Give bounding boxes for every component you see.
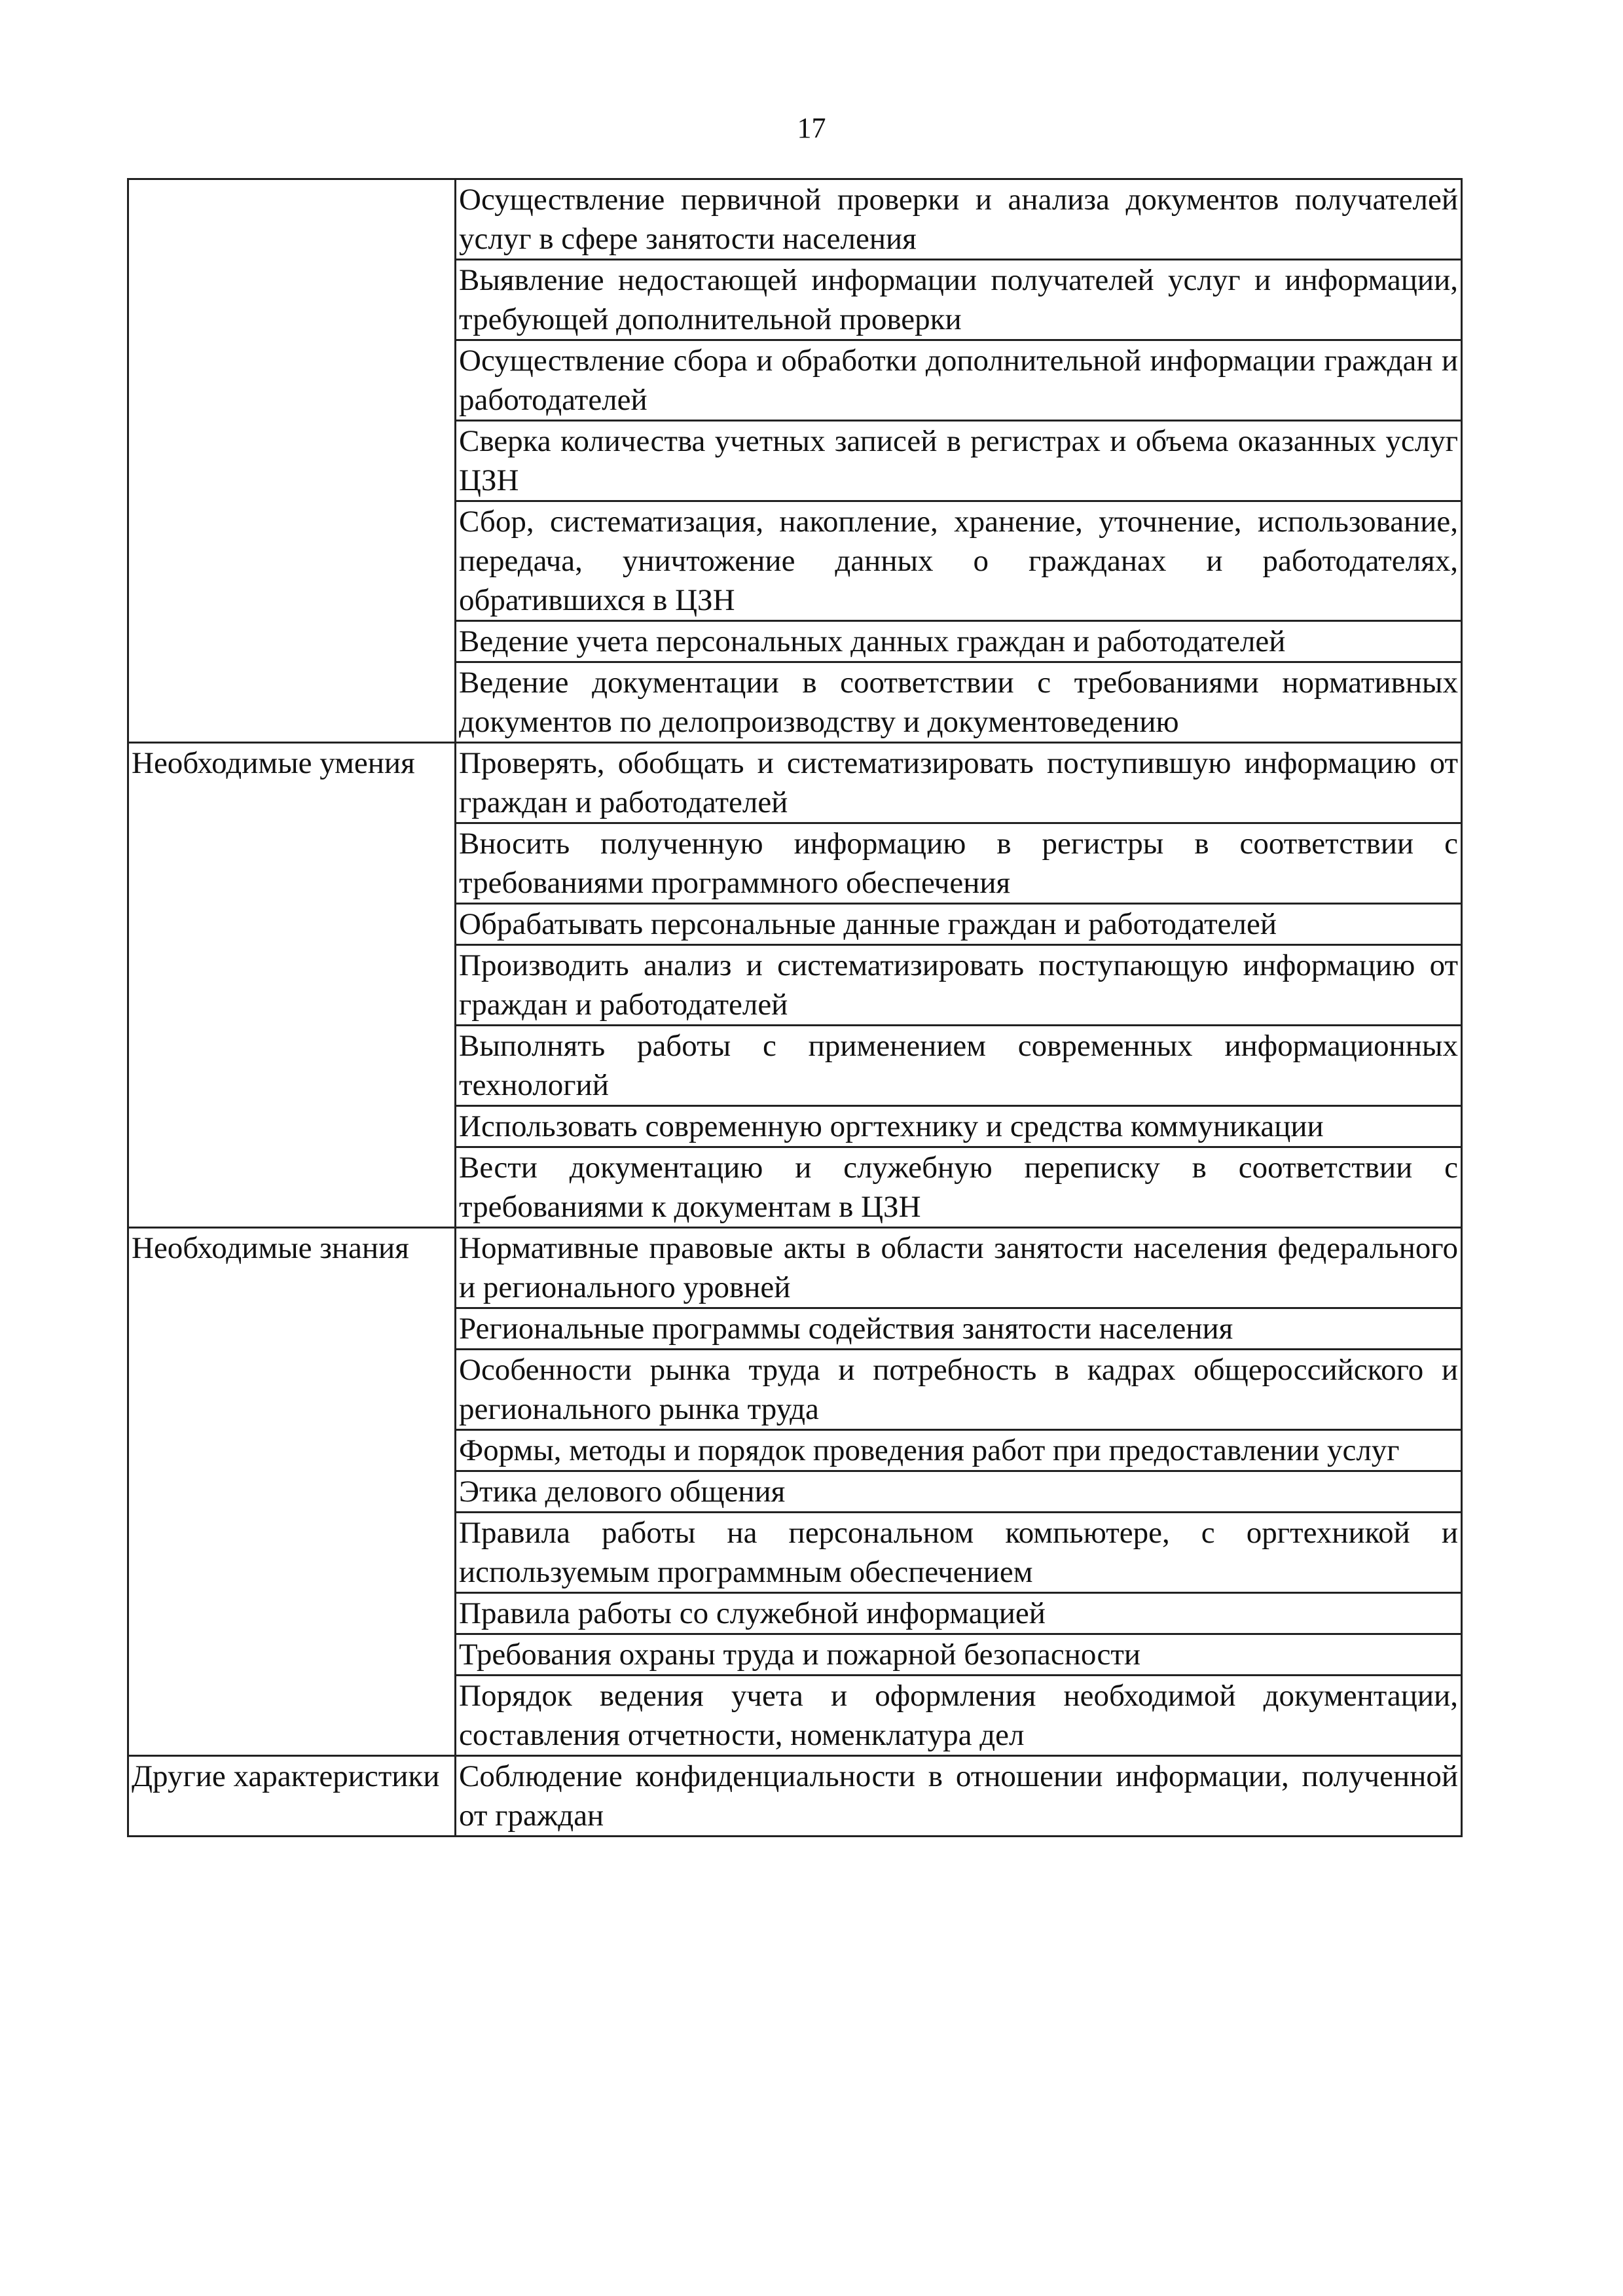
table-cell: Проверять, обобщать и систематизировать поступившую информацию от граждан и работодателей [456,743,1462,823]
table-cell: Сбор, систематизация, накопление, хранение, уточнение, использование, передача, уничтожение данных о гражданах и работодателях, обратившихся в ЦЗН [456,501,1462,621]
table-cell: Региональные программы содействия занятости населения [456,1308,1462,1350]
table-row [128,743,1462,823]
table-cell: Ведение документации в соответствии с требованиями нормативных документов по делопроизводству и документоведению [456,662,1462,743]
section-label-continued [128,179,456,743]
table-row [128,179,1462,260]
table-cell: Осуществление первичной проверки и анализа документов получателей услуг в сфере занятости населения [456,179,1462,260]
section-label-knowledge: Необходимые знания [128,1228,456,1756]
table-cell: Сверка количества учетных записей в регистрах и объема оказанных услуг ЦЗН [456,421,1462,501]
table-cell: Вести документацию и служебную переписку в соответствии с требованиями к документам в ЦЗН [456,1147,1462,1228]
table-cell: Нормативные правовые акты в области занятости населения федерального и регионального уровней [456,1228,1462,1308]
qualification-table [127,178,1463,1837]
table-cell: Правила работы на персональном компьютере, с оргтехникой и используемым программным обеспечением [456,1513,1462,1593]
table-cell: Производить анализ и систематизировать поступающую информацию от граждан и работодателей [456,945,1462,1026]
table-cell: Этика делового общения [456,1471,1462,1513]
section-label-other: Другие характеристики [128,1756,456,1837]
table-cell: Обрабатывать персональные данные граждан и работодателей [456,904,1462,945]
table-cell: Правила работы со служебной информацией [456,1593,1462,1634]
table-cell: Вносить полученную информацию в регистры в соответствии с требованиями программного обеспечения [456,823,1462,904]
table-cell: Особенности рынка труда и потребность в кадрах общероссийского и регионального рынка труда [456,1350,1462,1430]
table-cell: Использовать современную оргтехнику и средства коммуникации [456,1106,1462,1147]
table-cell: Порядок ведения учета и оформления необходимой документации, составления отчетности, номенклатура дел [456,1676,1462,1756]
table-row [128,1756,1462,1837]
page-number: 17 [797,112,826,144]
table-row [128,1228,1462,1308]
table-cell: Соблюдение конфиденциальности в отношении информации, полученной от граждан [456,1756,1462,1837]
section-label-skills: Необходимые умения [128,743,456,1228]
table-cell: Выполнять работы с применением современных информационных технологий [456,1026,1462,1106]
table-cell: Осуществление сбора и обработки дополнительной информации граждан и работодателей [456,340,1462,421]
table-cell: Ведение учета персональных данных граждан и работодателей [456,621,1462,662]
table-cell: Выявление недостающей информации получателей услуг и информации, требующей дополнительной проверки [456,260,1462,340]
table-cell: Формы, методы и порядок проведения работ при предоставлении услуг [456,1430,1462,1471]
table-cell: Требования охраны труда и пожарной безопасности [456,1634,1462,1676]
